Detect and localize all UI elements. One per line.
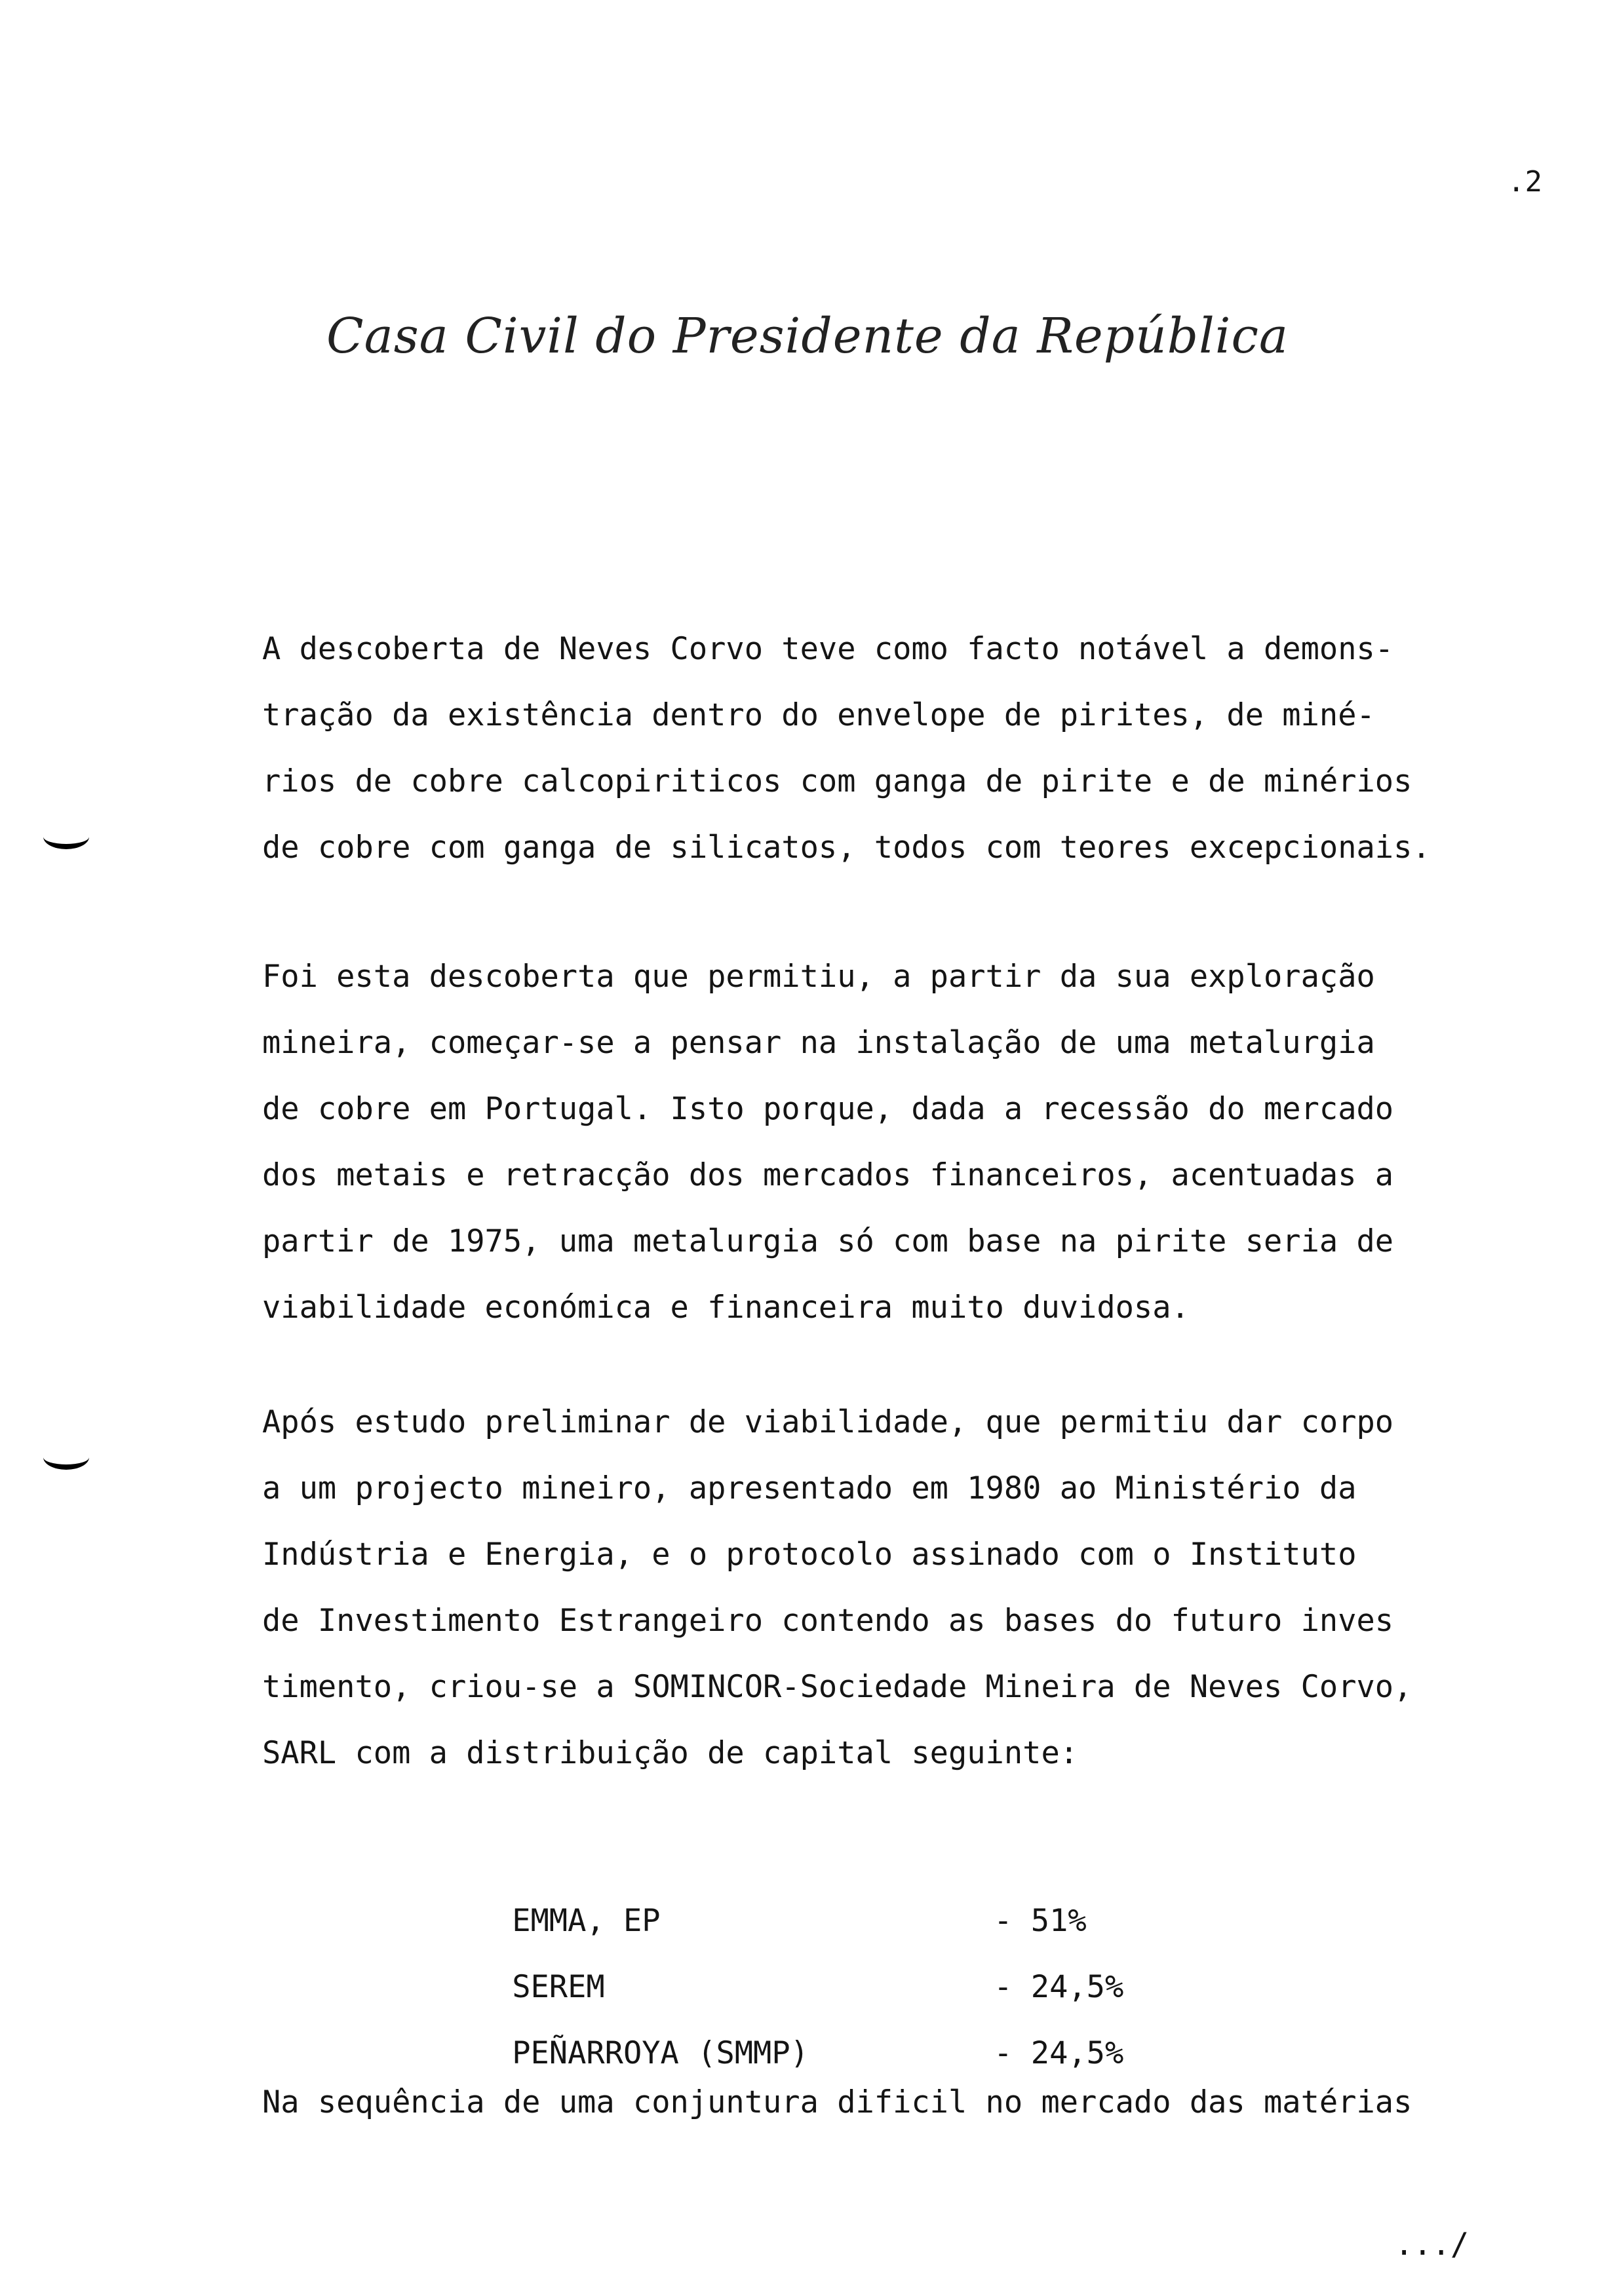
text-line: timento, criou-se a SOMINCOR-Sociedade Mineira de Neves Corvo, [262, 1669, 1412, 1705]
text-line: de Investimento Estrangeiro contendo as bases do futuro inves [262, 1603, 1394, 1639]
text-line: de cobre em Portugal. Isto porque, dada a recessão do mercado [262, 1091, 1394, 1127]
text-line: de cobre com ganga de silicatos, todos com teores excepcionais. [262, 830, 1431, 866]
company-name: SEREM [512, 1969, 605, 2005]
company-name: PEÑARROYA (SMMP) [512, 2035, 809, 2071]
text-line: dos metais e retracção dos mercados financeiros, acentuadas a [262, 1157, 1394, 1193]
text-line: SARL com a distribuição de capital seguinte: [262, 1735, 1079, 1771]
text-line: Foi esta descoberta que permitiu, a partir da sua exploração [262, 959, 1375, 995]
company-share: - 51% [994, 1903, 1087, 1939]
margin-mark [43, 824, 89, 849]
table-row [438, 1822, 1123, 1939]
text-line: mineira, começar-se a pensar na instalação de uma metalurgia [262, 1025, 1375, 1061]
text-line: rios de cobre calcopiriticos com ganga de pirite e de minérios [262, 763, 1412, 799]
text-line: partir de 1975, uma metalurgia só com base na pirite seria de [262, 1223, 1394, 1259]
capital-distribution-table [438, 1822, 1124, 2071]
paragraph-4 [262, 2069, 1547, 2135]
company-name: EMMA, EP [512, 1903, 661, 1939]
text-line: Indústria e Energia, e o protocolo assinado com o Instituto [262, 1537, 1357, 1573]
text-line: Após estudo preliminar de viabilidade, que permitiu dar corpo [262, 1404, 1394, 1440]
text-line: tração da existência dentro do envelope de pirites, de miné- [262, 697, 1375, 733]
text-line: viabilidade económica e financeira muito duvidosa. [262, 1290, 1190, 1326]
paragraph-3 [262, 1389, 1547, 1786]
text-line: Na sequência de uma conjuntura dificil no mercado das matérias [262, 2084, 1412, 2120]
continuation-mark: .../ [1395, 2227, 1469, 2263]
company-share: - 24,5% [994, 2035, 1124, 2071]
paragraph-1 [262, 616, 1547, 881]
margin-mark [43, 1445, 89, 1470]
paragraph-2 [262, 944, 1547, 1341]
page-number: .2 [1508, 165, 1542, 199]
company-share: - 24,5% [994, 1969, 1124, 2005]
text-line: A descoberta de Neves Corvo teve como facto notável a demons- [262, 631, 1394, 667]
letterhead: Casa Civil do Presidente da República [326, 308, 1289, 364]
text-line: a um projecto mineiro, apresentado em 1980 ao Ministério da [262, 1470, 1357, 1506]
